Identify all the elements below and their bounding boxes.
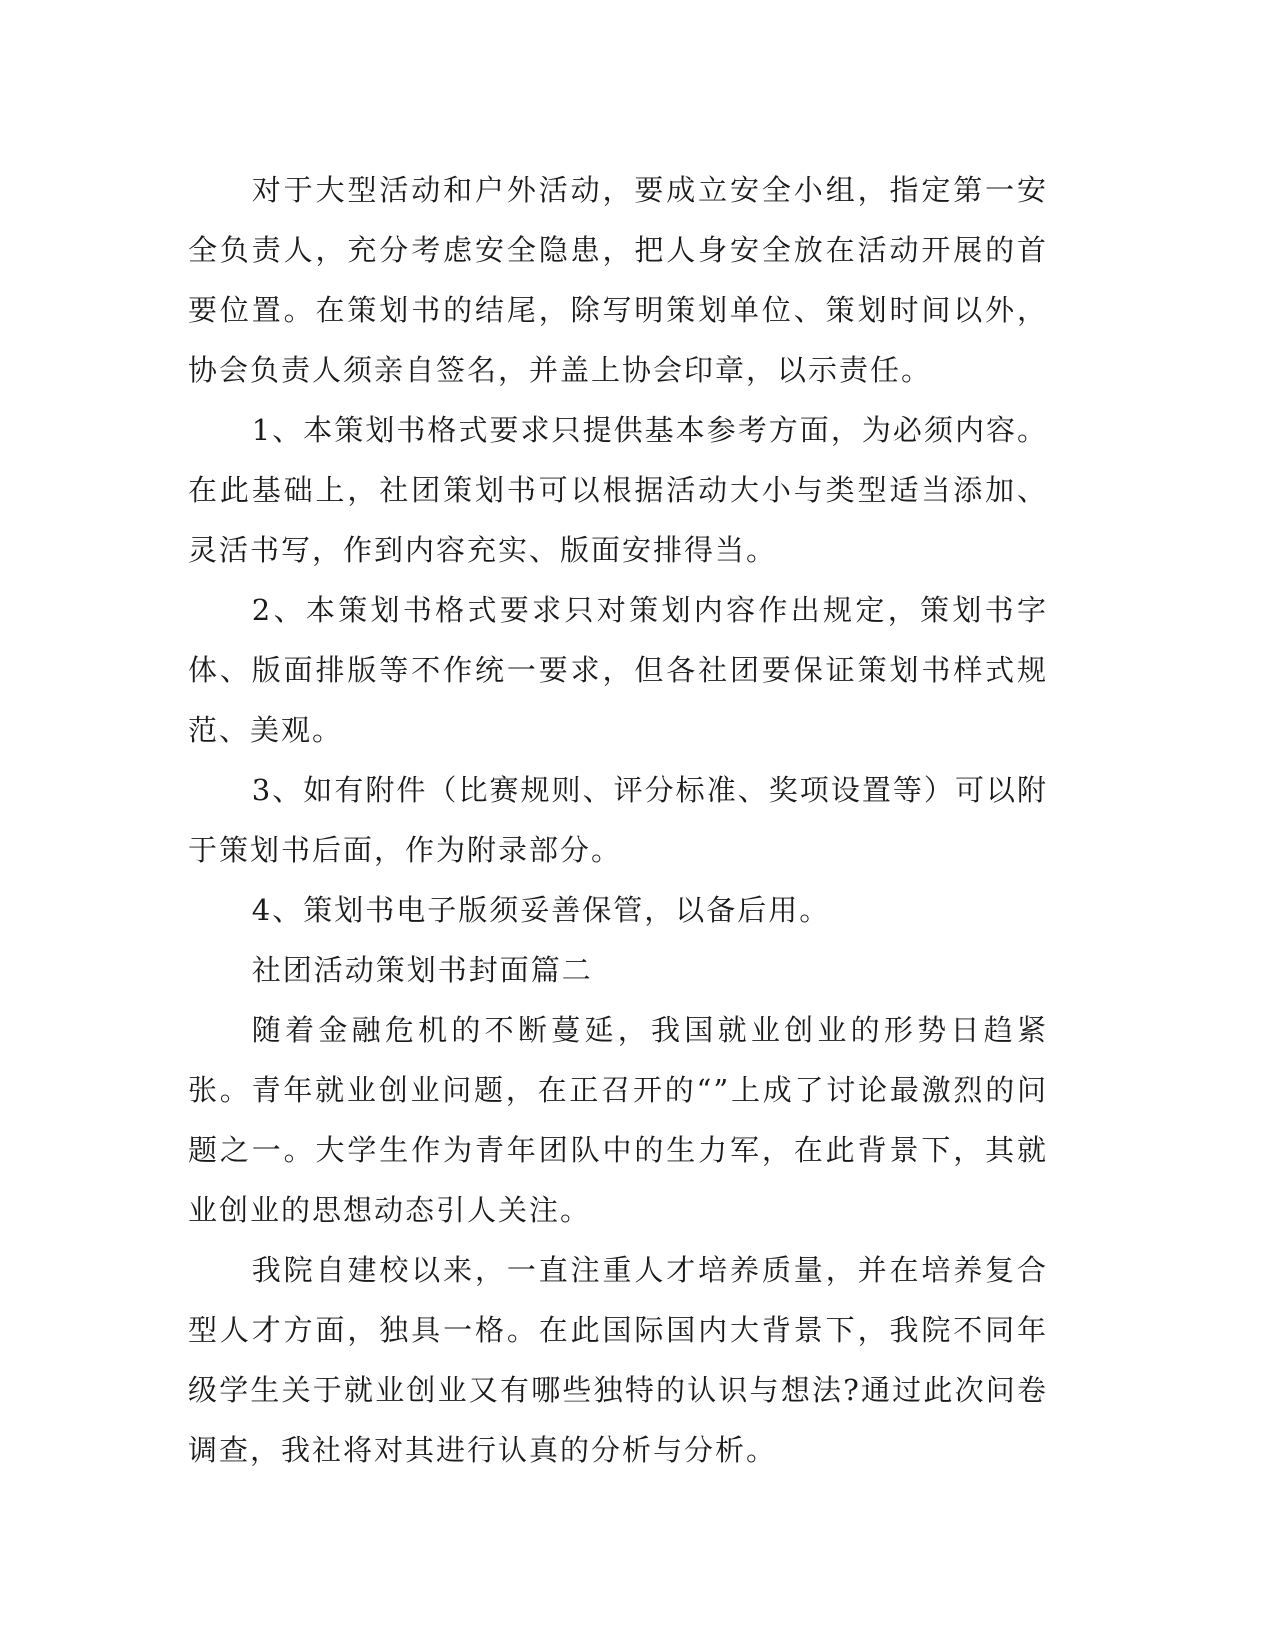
- document-body: [188, 160, 1048, 1480]
- paragraph-item-3: 3、如有附件（比赛规则、评分标准、奖项设置等）可以附于策划书后面，作为附录部分。: [188, 773, 1048, 867]
- paragraph-safety: 对于大型活动和户外活动，要成立安全小组，指定第一安全负责人，充分考虑安全隐患，把人身安全放在活动开展的首要位置。在策划书的结尾，除写明策划单位、策划时间以外，协会负责人须亲自签名，并盖上协会印章，以示责任。: [188, 173, 1048, 387]
- paragraph-item-2: 2、本策划书格式要求只对策划内容作出规定，策划书字体、版面排版等不作统一要求，但各社团要保证策划书样式规范、美观。: [188, 593, 1048, 747]
- section-heading: 社团活动策划书封面篇二: [251, 953, 593, 987]
- paragraph-item-1: 1、本策划书格式要求只提供基本参考方面，为必须内容。在此基础上，社团策划书可以根据活动大小与类型适当添加、灵活书写，作到内容充实、版面安排得当。: [188, 413, 1048, 567]
- paragraph-item-4: 4、策划书电子版须妥善保管，以备后用。: [251, 893, 831, 927]
- paragraph-survey: 我院自建校以来，一直注重人才培养质量，并在培养复合型人才方面，独具一格。在此国际国内大背景下，我院不同年级学生关于就业创业又有哪些独特的认识与想法?通过此次问卷调查，我社将对其进行认真的分析与分析。: [188, 1253, 1048, 1467]
- paragraph-background: 随着金融危机的不断蔓延，我国就业创业的形势日趋紧张。青年就业创业问题，在正召开的“”上成了讨论最激烈的问题之一。大学生作为青年团队中的生力军，在此背景下，其就业创业的思想动态引人关注。: [188, 1013, 1048, 1227]
